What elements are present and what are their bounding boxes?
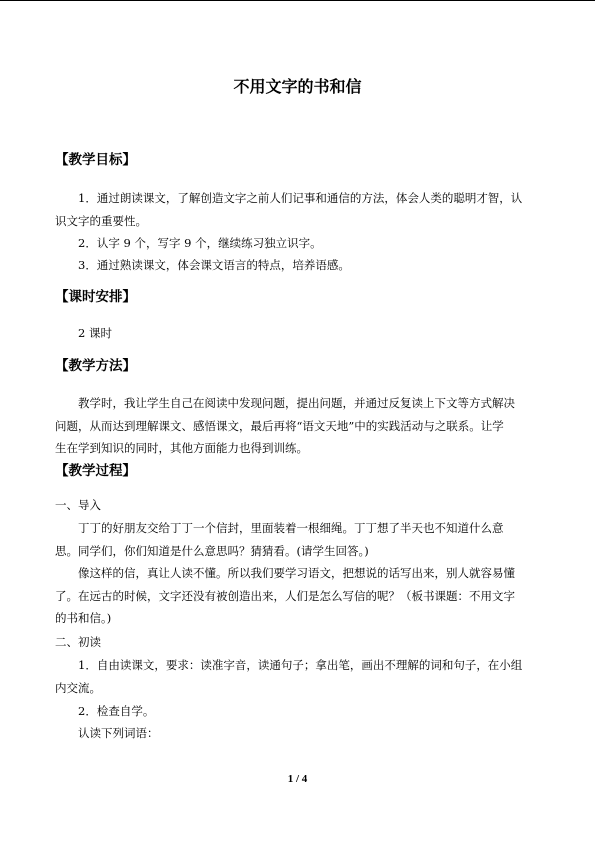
process-line-4: 了。在远古的时候，文字还没有被创造出来，人们是怎么写信的呢？（板书课题：不用文字 — [55, 589, 515, 603]
document-title: 不用文字的书和信 — [233, 77, 362, 96]
process-line-5: 的书和信。) — [55, 611, 112, 625]
process-line-9: 认读下列词语： — [78, 726, 159, 740]
section-heading-method: 【教学方法】 — [55, 358, 136, 374]
process-line-8: 2．检查自学。 — [78, 704, 155, 718]
page-number: 1 / 4 — [287, 773, 308, 785]
section-heading-process: 【教学过程】 — [55, 463, 136, 479]
process-line-7: 内交流。 — [55, 681, 101, 695]
process-subheading-intro: 一、导入 — [55, 498, 101, 512]
process-line-3: 像这样的信，真让人读不懂。所以我们要学习语文，把想说的话写出来，别人就容易懂 — [78, 566, 515, 580]
method-line-2: 问题，从而达到理解课文、感悟课文，最后再将“语文天地”中的实践活动与之联系。让学 — [55, 419, 504, 433]
process-line-1: 丁丁的好朋友交给丁丁一个信封，里面装着一根细绳。丁丁想了半天也不知道什么意 — [78, 521, 504, 535]
section-heading-schedule: 【课时安排】 — [55, 289, 136, 305]
header-rule — [0, 0, 595, 1]
schedule-line-1: 2 课时 — [78, 326, 112, 340]
method-line-3: 生在学到知识的同时，其他方面能力也得到训练。 — [55, 441, 308, 455]
goals-line-4: 3．通过熟读课文，体会课文语言的特点，培养语感。 — [78, 258, 350, 272]
goals-line-1: 1．通过朗读课文，了解创造文字之前人们记事和通信的方法，体会人类的聪明才智，认 — [78, 191, 523, 205]
goals-line-3: 2．认字 9 个，写字 9 个，继续练习独立识字。 — [78, 236, 322, 250]
process-subheading-first-reading: 二、初读 — [55, 635, 101, 649]
method-line-1: 教学时，我让学生自己在阅读中发现问题，提出问题，并通过反复读上下文等方式解决 — [78, 396, 515, 410]
goals-line-2: 识文字的重要性。 — [55, 214, 147, 228]
process-line-2: 思。同学们，你们知道是什么意思吗？猜猜看。(请学生回答。) — [55, 544, 369, 558]
section-heading-goals: 【教学目标】 — [55, 152, 136, 168]
process-line-6: 1．自由读课文，要求：读准字音，读通句子；拿出笔，画出不理解的词和句子，在小组 — [78, 658, 523, 672]
